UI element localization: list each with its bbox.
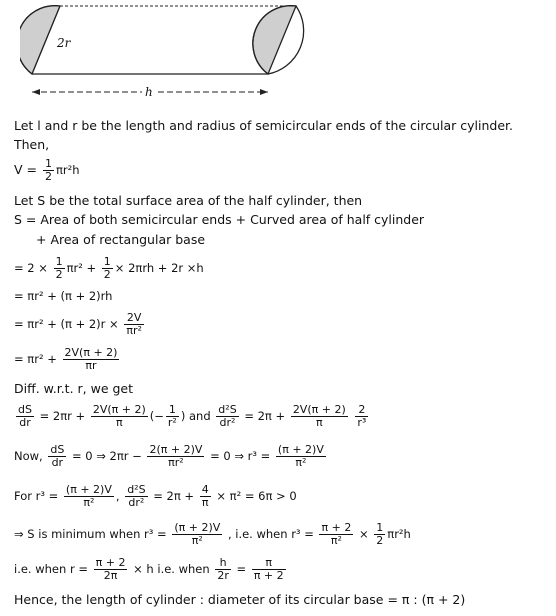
left-semicircular-end <box>20 6 60 74</box>
now-eq: Now, $\frac{dS}{dr}$ = 0 ⇒ 2πr − $\frac{2(\pi + 2)V}{\text{πr²}}$ = 0 ⇒ r³ = $\frac{(\pi + 2)V}{\text{π²}}$ <box>14 443 324 469</box>
step-2: = πr² + (π + 2)rh <box>14 289 113 303</box>
length-label: h <box>145 85 153 98</box>
line-intro: Let l and r be the length and radius of semicircular ends of the circular cylinder. <box>14 118 514 133</box>
ratio-eq: i.e. when r = $\frac{\pi + 2}{2\pi}$ × h i.e. when $\frac{h}{2r}$ = $\frac{\pi}{\pi + 2}$ <box>14 556 284 582</box>
volume-eq: V = $\frac{1}{2}$ πr²h <box>14 157 80 183</box>
step-1: = 2 × $\frac{1}{2}$ πr² + $\frac{1}{2}$ × 2πrh + 2r ×h <box>14 255 204 281</box>
line-diff: Diff. w.r.t. r, we get <box>14 381 134 396</box>
line-then: Then, <box>14 137 50 152</box>
line-rect-base: + Area of rectangular base <box>36 232 206 247</box>
line-let-s: Let S be the total surface area of the half cylinder, then <box>14 193 363 208</box>
conclusion: Hence, the length of cylinder : diameter of its circular base = π : (π + 2) <box>14 592 466 607</box>
line-s-def: S = Area of both semicircular ends + Curved area of half cylinder <box>14 212 425 227</box>
second-derivative-eq: For r³ = $\frac{(\pi + 2)V}{\text{π²}}$ , $\frac{\text{d²S}}{\text{dr²}}$ = 2π + $\frac{4}{\pi}$ × π² = 6π > 0 <box>14 483 297 509</box>
step-4: = πr² + $\frac{2V(\pi + 2)}{\pi r}$ <box>14 346 118 372</box>
diameter-label: 2r <box>57 36 71 50</box>
derivative-eq: $\frac{dS}{dr}$ = 2πr + $\frac{2V(\pi + 2)}{\pi}$ (− $\frac{1}{\text{r²}}$ ) and $\frac{\text{d²S}}{\text{dr²}}$ = 2π + $\frac{2V(\pi + 2)}{\pi}$ $\frac{2}{\text{r³}}$ <box>18 403 367 429</box>
step-3: = πr² + (π + 2)r × $\frac{2V}{\text{πr²}}$ <box>14 311 142 337</box>
half-cylinder-figure <box>20 0 310 98</box>
minimum-eq: ⇒ S is minimum when r³ = $\frac{(\pi + 2)V}{\text{π²}}$ , i.e. when r³ = $\frac{\pi + 2}{\text{π²}}$ × $\frac{1}{2}$ πr²h <box>14 521 411 547</box>
